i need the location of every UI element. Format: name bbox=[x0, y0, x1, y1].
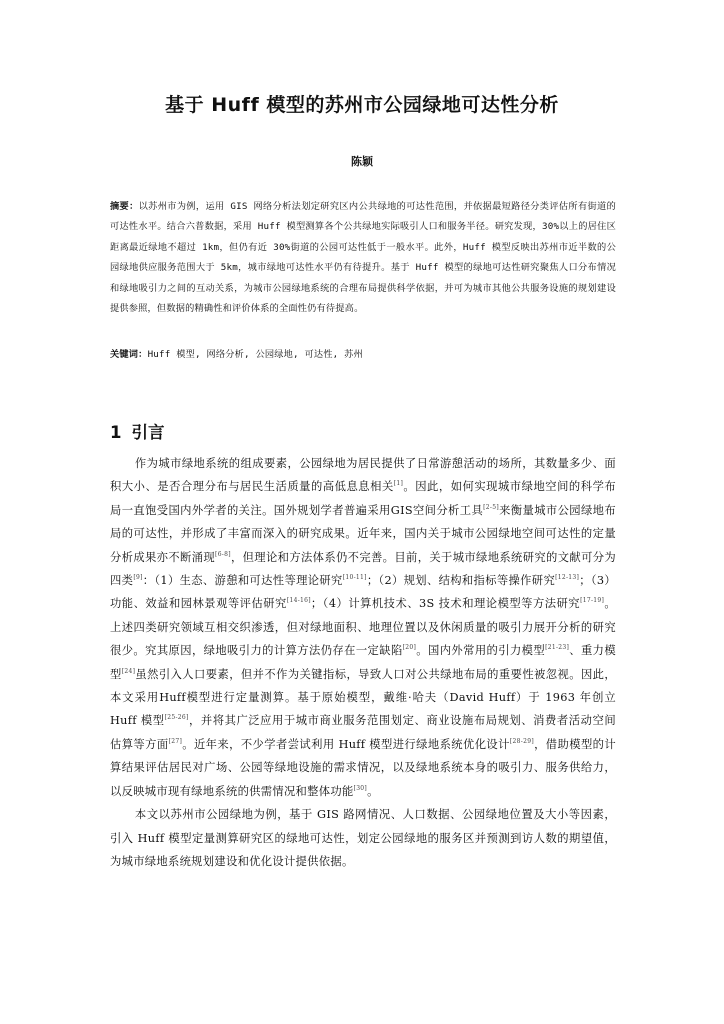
text-run: ，但理论和方法体系仍不完善。目前，关于城市绿地系统研究的文献可分为四类 bbox=[110, 550, 617, 588]
text-run: ；（4）计算机技术、3S 技术和理论模型等方法研究 bbox=[310, 597, 581, 611]
text-run: ；（3）功能、效益和园林景观等评估研究 bbox=[110, 574, 616, 611]
citation: [10-11] bbox=[342, 574, 367, 582]
citation: [30] bbox=[353, 784, 368, 792]
keywords-text: Huff 模型, 网络分析, 公园绿地, 可达性, 苏州 bbox=[147, 349, 363, 360]
section-title: 引言 bbox=[131, 423, 165, 442]
citation: [14-16] bbox=[286, 597, 311, 605]
citation: [25-26] bbox=[164, 714, 189, 722]
citation: [21-23] bbox=[545, 644, 570, 652]
abstract bbox=[110, 197, 616, 319]
text-run: 。上述四类研究领域互相交织渗透，但对绿地面积、地理位置以及休闲质量的吸引力展开分析的研究很少。究其原因，绿地吸引力的计算方法仍存在一定缺陷 bbox=[110, 597, 616, 658]
keywords-label: 关键词： bbox=[110, 349, 148, 360]
text-run: ，借助模型的计算结果评估居民对广场、公园等绿地设施的需求情况，以及绿地系统本身的吸引力、服务供给力，以反映城市现有绿地系统的供需情况和整体功能 bbox=[110, 737, 616, 798]
abstract-text: 以苏州市为例，运用 GIS 网络分析法划定研究区内公共绿地的可达性范围，并依据最短路径分类评估所有街道的可达性水平。结合六普数据，采用 Huff 模型测算各个公共绿地实际吸引人口和服务半径。研究发现，30%以上的居住区距离最近绿地不超过 1km，但仍有近 30%街道的公园可达性低于一般水平。此外，Huff 模型反映出苏州市近半数的公园绿地供应服务范围大于 5km，城市绿地可达性水平仍有待提升。基于 Huff 模型的绿地可达性研究聚焦人口分布情况和绿地吸引力之间的互动关系，为城市公园绿地系统的合理布局提供科学依据，并可为城市其他公共服务设施的规划建设提供参照，但数据的精确性和评价体系的全面性仍有待提高。 bbox=[110, 201, 616, 315]
citation: [1] bbox=[393, 480, 404, 488]
citation: [17-19] bbox=[580, 597, 605, 605]
citation: [27] bbox=[168, 737, 183, 745]
paragraph bbox=[110, 452, 616, 803]
citation: [24] bbox=[121, 667, 136, 675]
paragraph: 本文以苏州市公园绿地为例，基于 GIS 路网情况、人口数据、公园绿地位置及大小等因素，引入 Huff 模型定量测算研究区的绿地可达性，划定公园绿地的服务区并预测到访人数的期望值，为城市绿地系统规划建设和优化设计提供依据。 bbox=[110, 808, 616, 868]
text-run: 作为城市绿地系统的组成要素，公园绿地为居民提供了日常游憩活动的场所，其数量多少、面积大小、是否合理分布与居民生活质量的高低息息相关 bbox=[110, 457, 616, 494]
citation: [28-29] bbox=[509, 737, 534, 745]
text-run: 。因此，如何实现城市绿地空间的科学布局一直饱受国内外学者的关注。国外规划学者普遍采用GIS空间分析工具 bbox=[110, 480, 616, 517]
keywords bbox=[110, 345, 616, 365]
text-run: 。近年来，不少学者尝试利用 Huff 模型进行绿地系统优化设计 bbox=[182, 737, 510, 751]
citation: [2-5] bbox=[483, 503, 499, 511]
citation: [12-13] bbox=[555, 574, 580, 582]
abstract-label: 摘要： bbox=[110, 201, 139, 212]
text-run: 。国内外常用的引力模型 bbox=[416, 644, 546, 658]
text-run: 、重力模型 bbox=[110, 644, 616, 681]
text-run: 。 bbox=[367, 784, 379, 798]
text-run: ；（2）规划、结构和指标等操作研究 bbox=[366, 574, 556, 588]
citation: [9] bbox=[133, 574, 143, 582]
section-number: 1 bbox=[110, 423, 122, 442]
author-name: 陈颖 bbox=[351, 155, 373, 168]
citation: [6-8] bbox=[215, 550, 231, 558]
paper-title: 基于 Huff 模型的苏州市公园绿地可达性分析 bbox=[165, 94, 559, 116]
text-run: ，并将其广泛应用于城市商业服务范围划定、商业设施布局规划、消费者活动空间估算等方面 bbox=[110, 714, 616, 751]
text-run: 虽然引入人口要素，但并不作为关键指标，导致人口对公共绿地布局的重要性被忽视。因此，本文采用Huff模型进行定量测算。基于原始模型，戴维·哈夫（David Huff）于 1963 年创立 Huff 模型 bbox=[110, 667, 616, 728]
section-heading bbox=[110, 419, 164, 443]
text-run: 来衡量城市公园绿地布局的可达性，并形成了丰富而深入的研究成果。近年来，国内关于城市公园绿地空间可达性的定量分析成果亦不断涌现 bbox=[110, 503, 616, 564]
text-run: ：（1）生态、游憩和可达性等理论研究 bbox=[142, 574, 343, 588]
citation: [20] bbox=[402, 644, 417, 652]
body-text bbox=[110, 452, 616, 873]
